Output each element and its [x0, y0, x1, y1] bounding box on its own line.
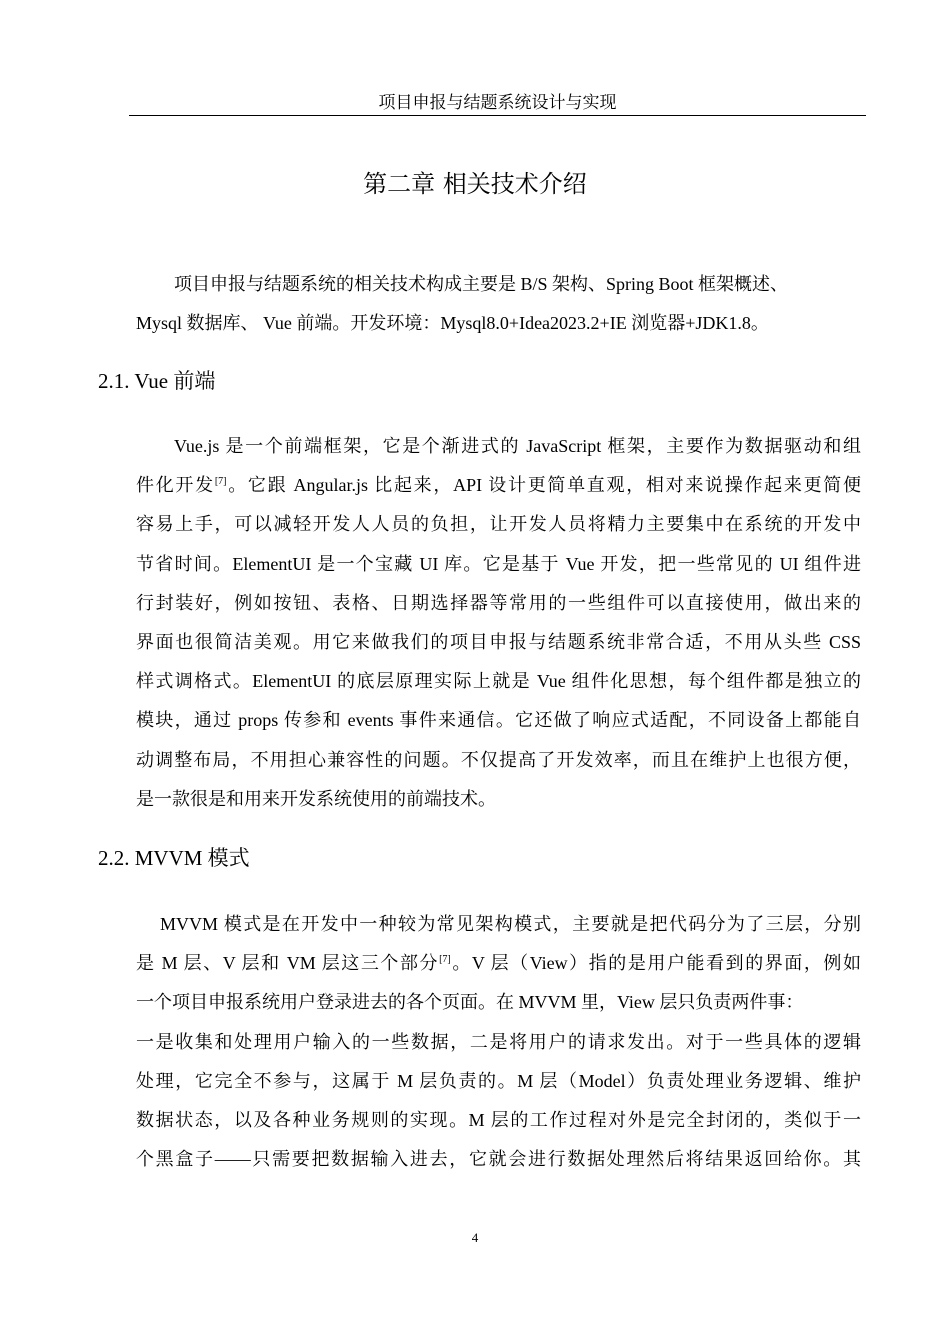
- intro-paragraph: [136, 265, 861, 343]
- paragraph-line: [136, 944, 861, 983]
- paragraph-line: 一个项目申报系统用户登录进去的各个页面。在 MVVM 里，View 层只负责两件事：: [136, 992, 804, 1013]
- paragraph-line: 动调整布局，不用担心兼容性的问题。不仅提高了开发效率，而且在维护上也很方便，: [136, 749, 861, 770]
- paragraph-text: 。它跟 Angular.js 比起来，API 设计更简单直观，相对来说操作起来更简便: [226, 475, 861, 496]
- paragraph-line: 行封装好，例如按钮、表格、日期选择器等常用的一些组件可以直接使用，做出来的: [136, 592, 861, 613]
- paragraph-line: 节省时间。ElementUI 是一个宝藏 UI 库。它是基于 Vue 开发，把一些常见的 UI 组件进: [136, 553, 861, 574]
- paragraph-line: 样式调格式。ElementUI 的底层原理实际上就是 Vue 组件化思想，每个组件都是独立的: [136, 671, 861, 692]
- paragraph-line: 个黑盒子——只需要把数据输入进去，它就会进行数据处理然后将结果返回给你。其: [136, 1149, 861, 1170]
- section-mvvm-paragraph: [136, 905, 861, 1179]
- paragraph-line: MVVM 模式是在开发中一种较为常见架构模式，主要就是把代码分为了三层，分别: [160, 914, 861, 934]
- section-vue-paragraph: [136, 427, 861, 819]
- paragraph-line: 容易上手，可以减轻开发人人员的负担，让开发人员将精力主要集中在系统的开发中: [136, 514, 861, 535]
- section-heading-vue: 2.1. Vue 前端: [98, 369, 216, 393]
- paragraph-line: 模块，通过 props 传参和 events 事件来通信。它还做了响应式适配，不同设备上都能自: [136, 710, 861, 731]
- page-number: 4: [471, 1230, 479, 1245]
- paragraph-line: 处理，它完全不参与，这属于 M 层负责的。M 层（Model）负责处理业务逻辑、维护: [136, 1070, 861, 1091]
- intro-line-1: 项目申报与结题系统的相关技术构成主要是 B/S 架构、Spring Boot 框架概述、: [174, 274, 789, 294]
- citation-marker: [7]: [439, 954, 451, 966]
- paragraph-line: 数据状态，以及各种业务规则的实现。M 层的工作过程对外是完全封闭的，类似于一: [136, 1110, 861, 1131]
- paragraph-text: 是 M 层、V 层和 VM 层这三个部分: [136, 953, 440, 974]
- paragraph-text: 。V 层（View）指的是用户能看到的界面，例如: [450, 953, 861, 974]
- paragraph-line: 一是收集和处理用户输入的一些数据，二是将用户的请求发出。对于一些具体的逻辑: [136, 1031, 861, 1052]
- citation-marker: [7]: [214, 476, 227, 488]
- paragraph-line: 是一款很是和用来开发系统使用的前端技术。: [136, 788, 496, 809]
- paragraph-line: Vue.js 是一个前端框架，它是个渐进式的 JavaScript 框架，主要作为数据驱动和组: [174, 436, 861, 456]
- running-header: [129, 91, 866, 116]
- section-heading-mvvm: 2.2. MVVM 模式: [98, 846, 250, 870]
- paragraph-text: 件化开发: [136, 475, 215, 496]
- running-header-title: 项目申报与结题系统设计与实现: [378, 93, 617, 112]
- paragraph-line: [136, 466, 861, 505]
- chapter-title: 第二章 相关技术介绍: [363, 170, 587, 198]
- paragraph-line: 界面也很简洁美观。用它来做我们的项目申报与结题系统非常合适，不用从头些 CSS: [136, 632, 861, 653]
- intro-line-2: Mysql 数据库、 Vue 前端。开发环境：Mysql8.0+Idea2023.2+IE 浏览器+JDK1.8。: [136, 313, 769, 334]
